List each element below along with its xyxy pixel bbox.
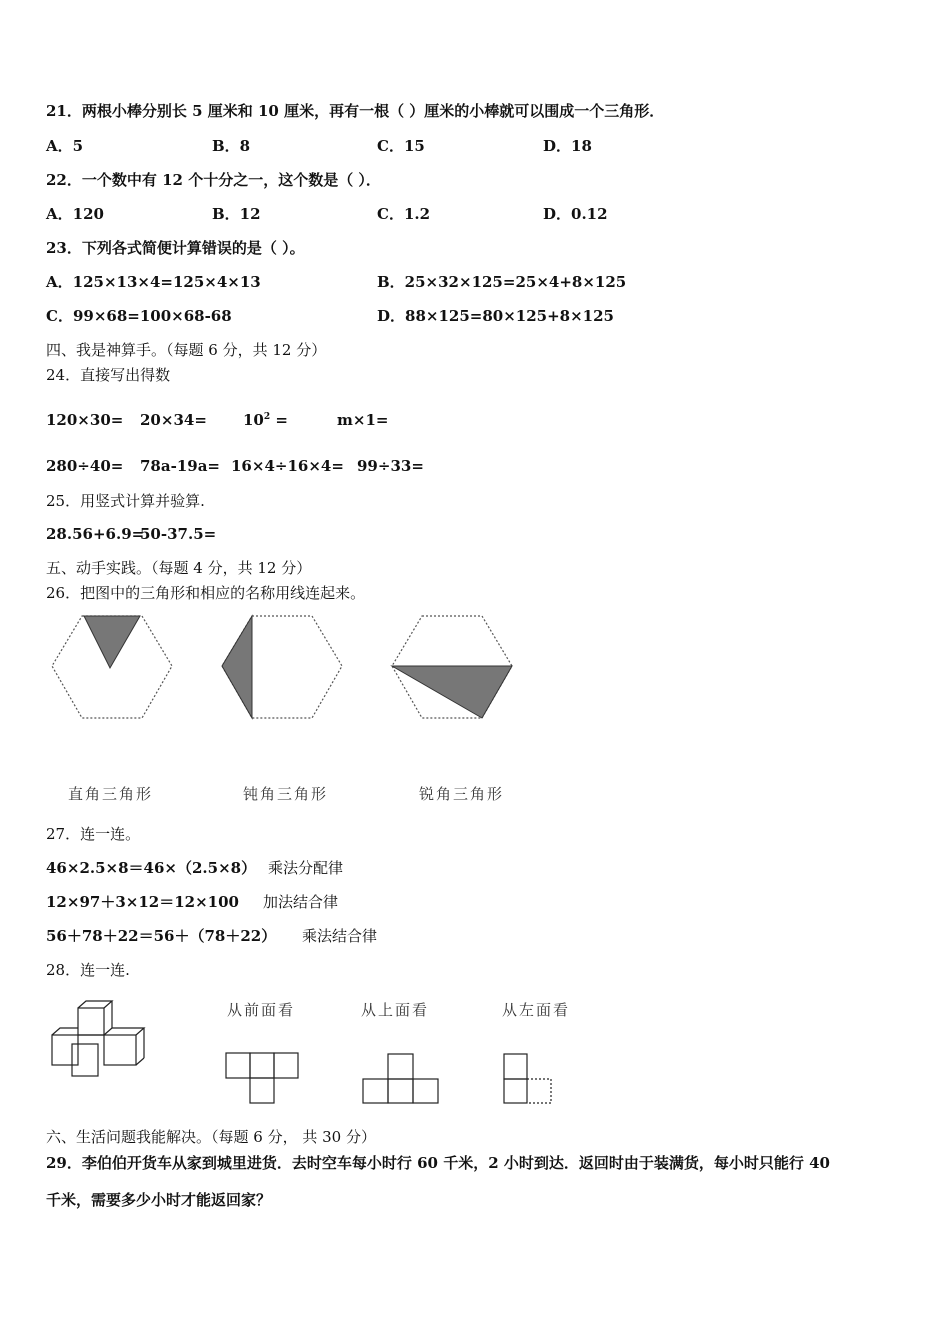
q27-left-item: 46×2.5×8＝46×（2.5×8） — [46, 859, 257, 877]
q23-option-d: D．88×125=80×125+8×125 — [377, 307, 614, 325]
q27-right-item: 乘法结合律 — [302, 927, 378, 945]
q24-item-power — [243, 413, 288, 428]
q25-item: 50-37.5= — [140, 525, 217, 543]
q23-option-b: B．25×32×125=25×4+8×125 — [377, 273, 627, 291]
q24-item: 280÷40= — [46, 457, 124, 475]
q27-stem: 27．连一连。 — [46, 825, 141, 843]
q27-left-item: 12×97＋3×12＝12×100 — [46, 893, 239, 911]
triangle-name-obtuse: 钝角三角形 — [243, 785, 329, 803]
q24-power-eq: = — [270, 411, 288, 429]
q21-option-d: D．18 — [543, 137, 592, 155]
triangle-name-right: 直角三角形 — [68, 785, 154, 803]
q24-stem: 24．直接写出得数 — [46, 366, 171, 384]
q29-line1: 29．李伯伯开货车从家到城里进货．去时空车每小时行 60 千米，2 小时到达．返回时由于装满货，每小时只能行 40 — [46, 1154, 830, 1172]
q28-cube-solid — [48, 998, 148, 1080]
q24-item: 120×30= — [46, 411, 124, 429]
q24-power-base: 10 — [243, 411, 264, 429]
q25-item: 28.56+6.9= — [46, 525, 145, 543]
view-front-drawing — [225, 1050, 301, 1106]
q23-option-c: C．99×68=100×68-68 — [46, 307, 232, 325]
q23-option-a: A．125×13×4=125×4×13 — [46, 273, 261, 291]
q23-stem: 23．下列各式简便计算错误的是（ ）。 — [46, 239, 305, 257]
hexagon-figure-3 — [392, 616, 512, 718]
q28-stem: 28．连一连. — [46, 961, 130, 979]
q27-right-item: 乘法分配律 — [268, 859, 344, 877]
section4-heading: 四、我是神算手。（每题 6 分，共 12 分） — [46, 341, 327, 359]
view-left-drawing — [502, 1052, 558, 1106]
q27-right-item: 加法结合律 — [263, 893, 339, 911]
q29-line2: 千米，需要多少小时才能返回家？ — [46, 1191, 272, 1209]
q21-option-b: B．8 — [212, 137, 251, 155]
q26-hexagon-figures — [40, 608, 530, 728]
q25-stem: 25．用竖式计算并验算. — [46, 492, 205, 510]
q24-item: 99÷33= — [357, 457, 424, 475]
q24-item: m×1= — [337, 411, 389, 429]
view-top-drawing — [362, 1052, 442, 1106]
q22-option-c: C．1.2 — [377, 205, 431, 223]
q24-item: 16×4÷16×4= — [231, 457, 344, 475]
q26-stem: 26．把图中的三角形和相应的名称用线连起来。 — [46, 584, 366, 602]
q21-stem: 21．两根小棒分别长 5 厘米和 10 厘米，再有一根（ ）厘米的小棒就可以围成一个三角形． — [46, 102, 665, 120]
section6-heading: 六、生活问题我能解决。（每题 6 分， 共 30 分） — [46, 1128, 376, 1146]
triangle-name-acute: 锐角三角形 — [419, 785, 505, 803]
view-label-left: 从左面看 — [502, 1001, 571, 1019]
q21-option-c: C．15 — [377, 137, 425, 155]
hexagon-figure-1 — [52, 616, 172, 718]
q27-left-item: 56＋78＋22＝56＋（78＋22） — [46, 927, 277, 945]
section5-heading: 五、动手实践。（每题 4 分，共 12 分） — [46, 559, 312, 577]
q22-option-b: B．12 — [212, 205, 261, 223]
q22-option-a: A．120 — [46, 205, 104, 223]
q22-option-d: D．0.12 — [543, 205, 608, 223]
view-label-front: 从前面看 — [227, 1001, 296, 1019]
q24-item: 20×34= — [140, 411, 207, 429]
q22-stem: 22．一个数中有 12 个十分之一，这个数是（ ）． — [46, 171, 381, 189]
q24-item: 78a-19a= — [140, 457, 220, 475]
q21-option-a: A．5 — [46, 137, 84, 155]
view-label-top: 从上面看 — [361, 1001, 430, 1019]
q24-power-exp: 2 — [263, 412, 271, 422]
hexagon-figure-2 — [222, 616, 342, 718]
